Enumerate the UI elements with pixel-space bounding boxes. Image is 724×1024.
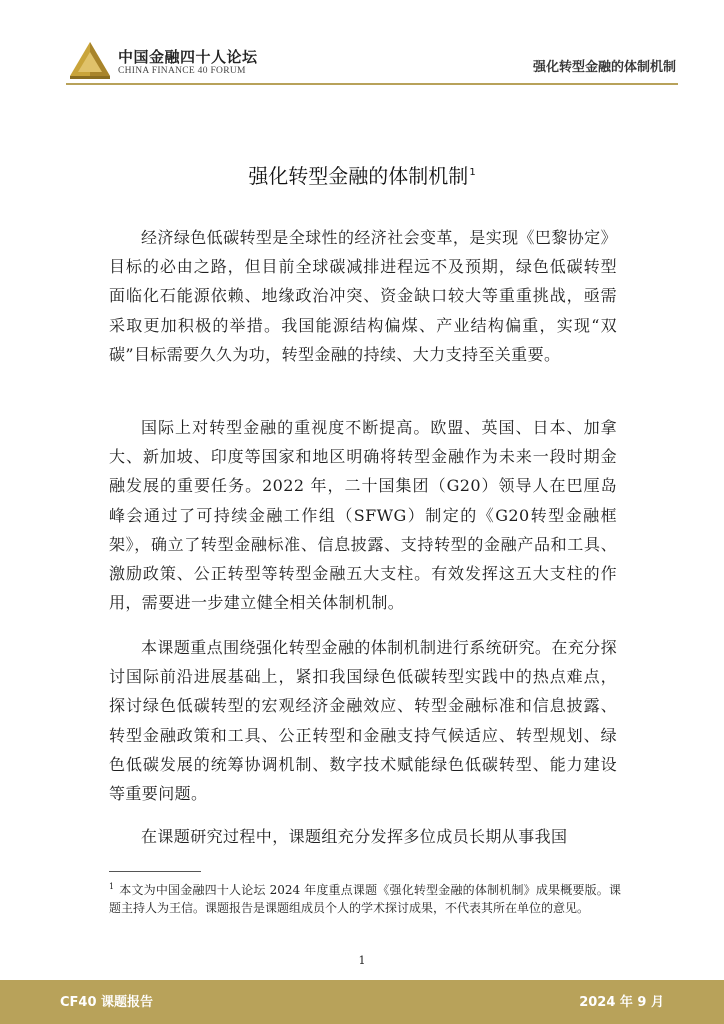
body-paragraph: 国际上对转型金融的重视度不断提高。欧盟、英国、日本、加拿大、新加坡、印度等国家和地区明确将转型金融作为未来一段时期金融发展的重要任务。2022 年，二十国集团（G20）领导人在巴厘岛峰会通过了可持续金融工作组（SFWG）制定的《G20转型金融框架》，确立了转型金融标准、信息披露、支持转型的金融产品和工具、激励政策、公正转型等转型金融五大支柱。有效发挥这五大支柱的作用，需要进一步建立健全相关体制机制。: [109, 418, 617, 613]
brand-name-english: CHINA FINANCE 40 FORUM: [118, 66, 246, 76]
pyramid-logo-icon: [68, 40, 112, 80]
body-paragraph: 经济绿色低碳转型是全球性的经济社会变革，是实现《巴黎协定》目标的必由之路，但目前全球碳减排进程远不及预期，绿色低碳转型面临化石能源依赖、地缘政治冲突、资金缺口较大等重重挑战，亟需采取更加积极的举措。我国能源结构偏煤、产业结构偏重，实现“双碳”目标需要久久为功，转型金融的持续、大力支持至关重要。: [109, 228, 617, 364]
page-footer: [0, 980, 724, 1024]
footnote: [109, 878, 621, 917]
page-header: [0, 0, 724, 88]
footnote-divider: [109, 871, 201, 872]
running-title: 强化转型金融的体制机制: [532, 60, 676, 75]
document-title-text: 强化转型金融的体制机制: [248, 164, 469, 188]
brand-name-chinese: 中国金融四十人论坛: [118, 48, 258, 66]
footnote-reference[interactable]: 1: [469, 167, 476, 179]
footnote-text: 本文为中国金融四十人论坛 2024 年度重点课题《强化转型金融的体制机制》成果概要版。课题主持人为王信。课题报告是课题组成员个人的学术探讨成果，不代表其所在单位的意见。: [109, 883, 621, 915]
page-number: 1: [358, 954, 366, 967]
body-paragraph: 在课题研究过程中，课题组充分发挥多位成员长期从事我国: [141, 827, 568, 846]
body-paragraph: 本课题重点围绕强化转型金融的体制机制进行系统研究。在充分探讨国际前沿进展基础上，紧扣我国绿色低碳转型实践中的热点难点，探讨绿色低碳转型的宏观经济金融效应、转型金融标准和信息披露、转型金融政策和工具、公正转型和金融支持气候适应、转型规划、绿色低碳发展的统筹协调机制、数字技术赋能绿色低碳转型、能力建设等重要问题。: [109, 638, 617, 804]
footer-report-label: CF40 课题报告: [60, 995, 154, 1010]
header-divider: [66, 83, 678, 85]
footer-date: 2024 年 9 月: [579, 995, 664, 1010]
document-title: [0, 160, 724, 189]
footnote-marker: 1: [109, 882, 115, 891]
